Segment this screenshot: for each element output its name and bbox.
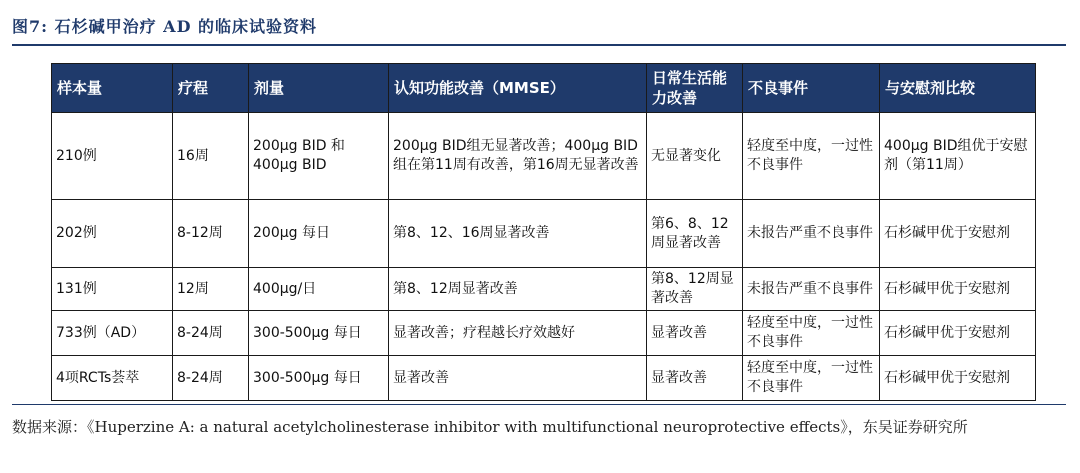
cell-sample-size: 210例 (52, 113, 173, 200)
cell-sample-size: 4项RCTs荟萃 (52, 356, 173, 401)
cell-adverse-events: 未报告严重不良事件 (743, 268, 880, 311)
cell-adverse-events: 轻度至中度，一过性不良事件 (743, 113, 880, 200)
table-row (52, 311, 1036, 356)
cell-daily-living: 显著改善 (647, 356, 743, 401)
cell-course: 8-24周 (173, 311, 249, 356)
title-divider (12, 44, 1066, 46)
clinical-trial-table (51, 63, 1036, 401)
cell-daily-living: 显著改善 (647, 311, 743, 356)
cell-cognitive-improvement: 200μg BID组无显著改善；400μg BID组在第11周有改善，第16周无显著改善 (389, 113, 647, 200)
cell-cognitive-improvement: 第8、12、16周显著改善 (389, 200, 647, 268)
cell-vs-placebo: 石杉碱甲优于安慰剂 (880, 356, 1036, 401)
cell-dose: 300-500μg 每日 (249, 311, 389, 356)
header-sample-size: 样本量 (52, 64, 173, 113)
table-row (52, 268, 1036, 311)
cell-daily-living: 第6、8、12周显著改善 (647, 200, 743, 268)
cell-course: 16周 (173, 113, 249, 200)
header-dose: 剂量 (249, 64, 389, 113)
cell-course: 8-24周 (173, 356, 249, 401)
figure-title: 图7: 石杉碱甲治疗 AD 的临床试验资料 (12, 17, 318, 36)
cell-dose: 300-500μg 每日 (249, 356, 389, 401)
cell-vs-placebo: 400μg BID组优于安慰剂（第11周） (880, 113, 1036, 200)
cell-adverse-events: 未报告严重不良事件 (743, 200, 880, 268)
header-cognitive-improvement: 认知功能改善（MMSE） (389, 64, 647, 113)
source-divider (12, 404, 1066, 405)
cell-sample-size: 131例 (52, 268, 173, 311)
header-vs-placebo: 与安慰剂比较 (880, 64, 1036, 113)
cell-dose: 400μg/日 (249, 268, 389, 311)
table-header-row (52, 64, 1036, 113)
cell-dose: 200μg BID 和 400μg BID (249, 113, 389, 200)
cell-cognitive-improvement: 显著改善 (389, 356, 647, 401)
cell-course: 12周 (173, 268, 249, 311)
cell-daily-living: 无显著变化 (647, 113, 743, 200)
cell-sample-size: 202例 (52, 200, 173, 268)
cell-vs-placebo: 石杉碱甲优于安慰剂 (880, 311, 1036, 356)
cell-course: 8-12周 (173, 200, 249, 268)
table-row (52, 356, 1036, 401)
table-row (52, 113, 1036, 200)
cell-cognitive-improvement: 显著改善；疗程越长疗效越好 (389, 311, 647, 356)
cell-daily-living: 第8、12周显著改善 (647, 268, 743, 311)
cell-sample-size: 733例（AD） (52, 311, 173, 356)
cell-cognitive-improvement: 第8、12周显著改善 (389, 268, 647, 311)
cell-adverse-events: 轻度至中度，一过性不良事件 (743, 356, 880, 401)
cell-vs-placebo: 石杉碱甲优于安慰剂 (880, 200, 1036, 268)
cell-adverse-events: 轻度至中度，一过性不良事件 (743, 311, 880, 356)
table-row (52, 200, 1036, 268)
header-daily-living: 日常生活能力改善 (647, 64, 743, 113)
source-note: 数据来源：《Huperzine A: a natural acetylcholinesterase inhibitor with multifunctional neuroprotective effects》，东吴证券研究所 (12, 418, 968, 436)
header-adverse-events: 不良事件 (743, 64, 880, 113)
cell-dose: 200μg 每日 (249, 200, 389, 268)
cell-vs-placebo: 石杉碱甲优于安慰剂 (880, 268, 1036, 311)
header-course: 疗程 (173, 64, 249, 113)
